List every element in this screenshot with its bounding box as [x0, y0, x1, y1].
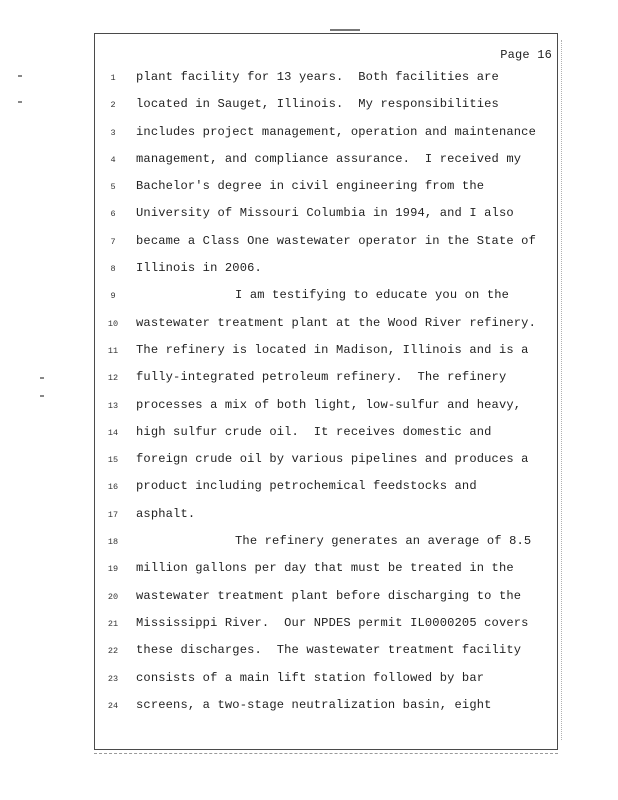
line-text: Bachelor's degree in civil engineering from the [136, 179, 485, 194]
line-text: high sulfur crude oil. It receives domestic and [136, 424, 492, 439]
transcript-line [0, 422, 618, 449]
transcript-line [0, 67, 618, 94]
line-text: I am testifying to educate you on the [235, 288, 510, 303]
transcript-line [0, 558, 618, 585]
transcript-line [0, 504, 618, 531]
line-number: 1 [110, 73, 116, 83]
line-number: 17 [107, 509, 119, 520]
line-text: these discharges. The wastewater treatment facility [136, 643, 522, 658]
transcript-line [0, 285, 618, 312]
transcript-line [0, 203, 618, 230]
line-number: 2 [110, 100, 116, 111]
line-text: foreign crude oil by various pipelines and produces a [136, 452, 529, 467]
line-number: 7 [110, 236, 116, 247]
page-number: Page 16 [500, 48, 552, 62]
line-text: wastewater treatment plant at the Wood River refinery. [136, 315, 537, 330]
line-text: consists of a main lift station followed by bar [136, 670, 485, 685]
transcript-line [0, 695, 618, 722]
line-text: screens, a two-stage neutralization basin, eight [136, 697, 492, 712]
line-number: 15 [107, 455, 119, 466]
line-number: 21 [107, 618, 119, 629]
line-number: 13 [107, 400, 119, 411]
line-text: product including petrochemical feedstocks and [136, 479, 477, 494]
line-text: The refinery generates an average of 8.5 [235, 534, 532, 549]
line-text: The refinery is located in Madison, Illinois and is a [136, 342, 529, 357]
line-text: management, and compliance assurance. I received my [136, 151, 522, 166]
line-text: fully-integrated petroleum refinery. The refinery [136, 370, 507, 385]
line-number: 12 [107, 373, 119, 384]
line-number: 6 [110, 209, 116, 220]
line-text: located in Sauget, Illinois. My responsibilities [136, 97, 499, 112]
transcript-line [0, 258, 618, 285]
line-number: 19 [107, 564, 119, 575]
transcript-line [0, 449, 618, 476]
transcript-line [0, 149, 618, 176]
line-number: 10 [107, 318, 119, 329]
line-text: University of Missouri Columbia in 1994, and I also [136, 206, 514, 221]
transcript-line [0, 476, 618, 503]
line-text: million gallons per day that must be treated in the [136, 561, 514, 576]
line-number: 16 [107, 482, 119, 493]
line-text: wastewater treatment plant before discharging to the [136, 588, 522, 603]
line-number: 11 [107, 345, 119, 356]
transcript-line [0, 340, 618, 367]
line-number: 8 [110, 264, 116, 275]
scan-artifact-bottom-rule [94, 753, 558, 755]
transcript-line [0, 395, 618, 422]
line-number: 14 [107, 427, 119, 438]
transcript-line [0, 668, 618, 695]
line-number: 5 [110, 182, 116, 193]
transcript-line [0, 94, 618, 121]
transcript-line [0, 176, 618, 203]
transcript-line [0, 122, 618, 149]
transcript-line [0, 231, 618, 258]
line-text: plant facility for 13 years. Both facilities are [136, 70, 499, 84]
transcript-line [0, 613, 618, 640]
line-number: 20 [107, 591, 119, 602]
line-number: 3 [110, 127, 116, 138]
transcript-lines [0, 67, 618, 722]
transcript-line [0, 313, 618, 340]
line-number: 22 [107, 646, 119, 657]
line-number: 18 [107, 537, 119, 548]
line-text: became a Class One wastewater operator in the State of [136, 233, 537, 248]
transcript-line [0, 586, 618, 613]
line-number: 4 [110, 154, 116, 165]
scan-artifact-top [330, 29, 360, 31]
line-text: processes a mix of both light, low-sulfur and heavy, [136, 397, 522, 412]
line-text: includes project management, operation and maintenance [136, 124, 537, 139]
line-number: 24 [107, 700, 119, 711]
line-number: 23 [107, 673, 119, 684]
line-text: Mississippi River. Our NPDES permit IL0000205 covers [136, 615, 529, 630]
transcript-line [0, 640, 618, 667]
line-text: Illinois in 2006. [136, 261, 262, 276]
line-number: 9 [110, 291, 116, 302]
transcript-line [0, 531, 618, 558]
line-text: asphalt. [136, 506, 196, 521]
transcript-line [0, 367, 618, 394]
